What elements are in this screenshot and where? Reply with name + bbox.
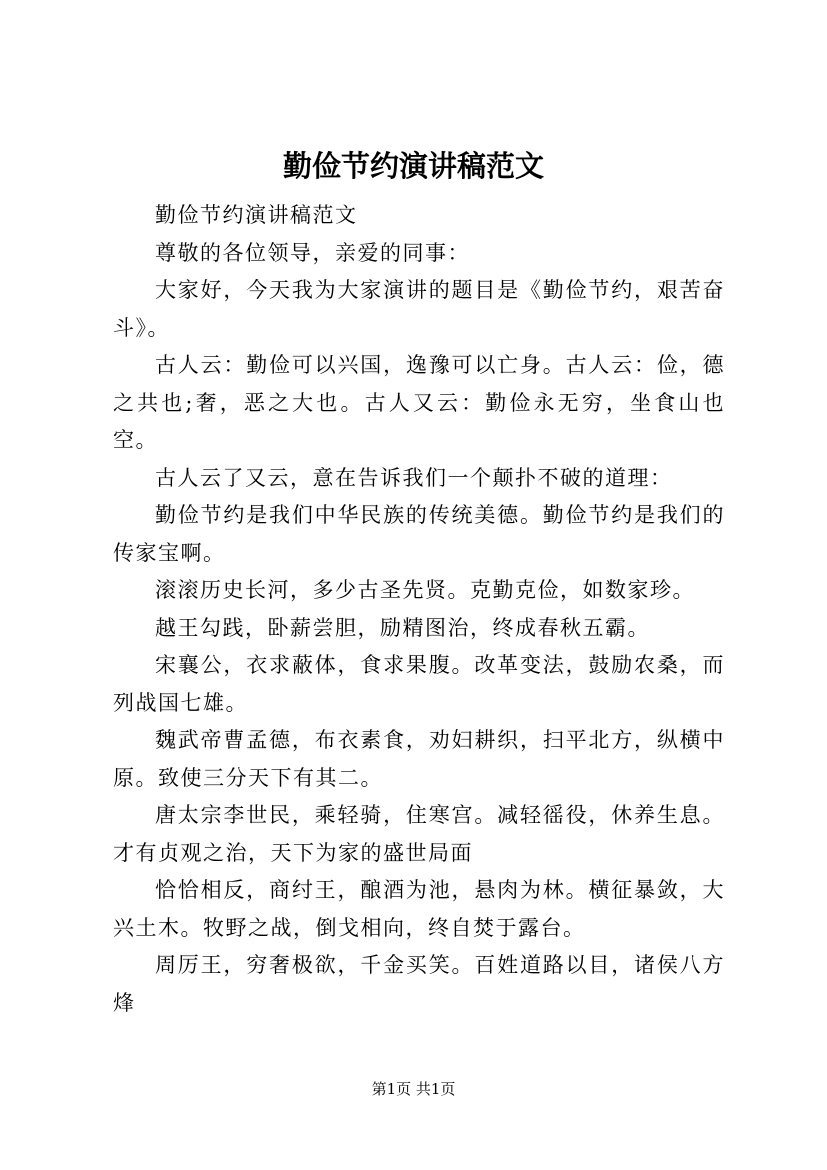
paragraph: 周厉王，穷奢极欲，千金买笑。百姓道路以目，诸侯八方烽 — [113, 953, 725, 1015]
page-number-footer: 第1页 共1页 — [371, 1080, 456, 1098]
paragraph: 大家好，今天我为大家演讲的题目是《勤俭节约，艰苦奋斗》。 — [113, 278, 725, 340]
paragraph: 魏武帝曹孟德，布衣素食，劝妇耕织，扫平北方，纵横中原。致使三分天下有其二。 — [113, 728, 725, 790]
paragraph-subtitle: 勤俭节约演讲稿范文 — [155, 203, 358, 227]
paragraph: 宋襄公，衣求蔽体，食求果腹。改革变法，鼓励农桑，而列战国七雄。 — [113, 653, 725, 715]
paragraph: 古人云：勤俭可以兴国，逸豫可以亡身。古人云：俭，德之共也;奢，恶之大也。古人又云：勤俭永无穷，坐食山也空。 — [113, 353, 725, 452]
paragraph: 越王勾践，卧薪尝胆，励精图治，终成春秋五霸。 — [155, 615, 650, 640]
document-title: 勤俭节约演讲稿范文 — [282, 149, 544, 183]
paragraph: 唐太宗李世民，乘轻骑，住寒宫。减轻徭役，休养生息。才有贞观之治，天下为家的盛世局面 — [113, 803, 725, 865]
paragraph: 滚滚历史长河，多少古圣先贤。克勤克俭，如数家珍。 — [155, 578, 695, 602]
document-body — [113, 197, 725, 1022]
paragraph: 古人云了又云，意在告诉我们一个颠扑不破的道理： — [155, 465, 673, 490]
paragraph: 勤俭节约是我们中华民族的传统美德。勤俭节约是我们的传家宝啊。 — [113, 503, 725, 565]
paragraph: 恰恰相反，商纣王，酿酒为池，悬肉为林。横征暴敛，大兴土木。牧野之战，倒戈相向，终自焚于露台。 — [113, 878, 725, 940]
paragraph-salutation: 尊敬的各位领导，亲爱的同事： — [155, 240, 470, 265]
